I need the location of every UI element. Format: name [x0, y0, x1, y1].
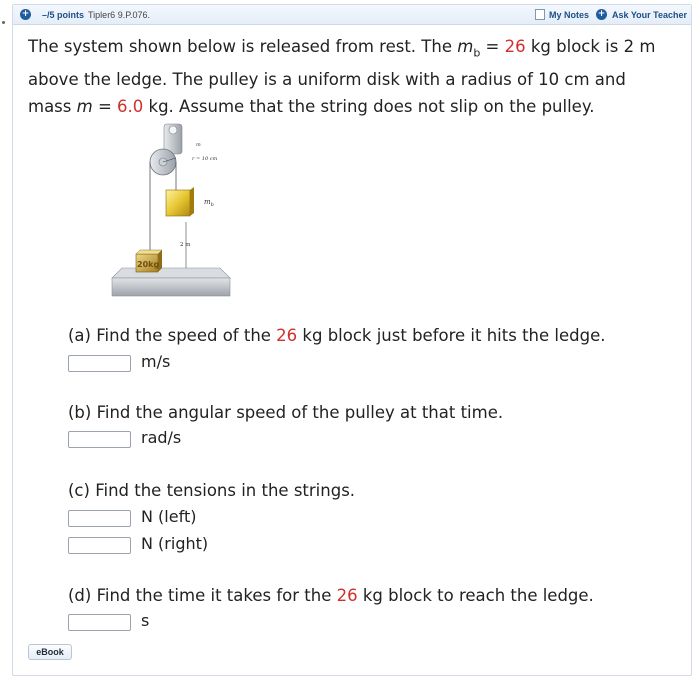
problem-line-1: The system shown below is released from rest. The $m_b = 26$ kg block is 2 m — [28, 37, 656, 60]
problem-line-2: above the ledge. The pulley is a uniform disk with a radius of 10 cm and — [28, 70, 626, 90]
part-d-question: (d) Find the time it takes for the 26 kg block to reach the ledge. — [68, 586, 594, 605]
mb-value: 26 — [504, 37, 526, 56]
m-value: 6.0 — [117, 97, 144, 117]
part-a-unit: m/s — [141, 352, 171, 371]
part-a-speed-input[interactable] — [68, 355, 131, 372]
my-notes-link[interactable]: My Notes — [549, 10, 590, 20]
problem-reference: Tipler6 9.P.076. — [88, 10, 151, 20]
part-c-unit-right: N (right) — [141, 534, 209, 553]
pulley-diagram — [108, 118, 238, 304]
pulley-mass-label: m — [196, 142, 201, 148]
ask-teacher-plus-icon[interactable]: + — [597, 9, 606, 19]
block-mass-label: 20kg — [137, 260, 160, 269]
points-label — [42, 10, 150, 20]
ebook-button[interactable]: eBook — [28, 644, 72, 660]
ledge — [112, 268, 230, 296]
problem-line-3: mass m = 6.0 kg. Assume that the string does not slip on the pulley. — [28, 97, 595, 117]
problem-statement — [28, 33, 678, 120]
part-d-time-input[interactable] — [68, 614, 131, 631]
part-c-unit-left: N (left) — [141, 507, 197, 526]
part-b-unit: rad/s — [141, 428, 182, 447]
ask-teacher-link[interactable]: Ask Your Teacher — [612, 10, 688, 20]
part-a-question: (a) Find the speed of the 26 kg block just before it hits the ledge. — [68, 326, 606, 345]
expand-plus-icon[interactable]: + — [21, 9, 30, 19]
bullet-dot — [2, 21, 5, 24]
distance-label: 2 m — [180, 242, 191, 248]
part-c-question: (c) Find the tensions in the strings. — [68, 481, 356, 500]
hanging-block-label: $m_b$ — [204, 198, 214, 208]
points-value: –/5 points — [42, 10, 85, 20]
part-c-tension-left-input[interactable] — [68, 510, 131, 527]
part-b-angular-speed-input[interactable] — [68, 431, 131, 448]
hanging-block — [166, 187, 194, 216]
radius-label: r = 10 cm — [192, 156, 218, 162]
part-d-unit: s — [141, 611, 150, 630]
part-b-question: (b) Find the angular speed of the pulley at that time. — [68, 403, 504, 422]
part-c-tension-right-input[interactable] — [68, 537, 131, 554]
notes-icon[interactable] — [535, 9, 545, 20]
